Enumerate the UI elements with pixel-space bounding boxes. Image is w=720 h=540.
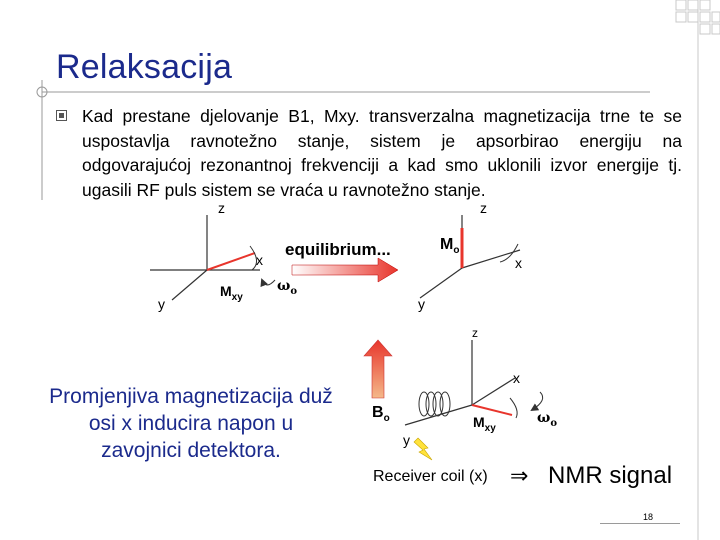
bottom-y-label: y [403,432,410,448]
equilibrium-arrow [292,258,398,282]
caption-text: Promjenjiva magnetizacija duž osi x inducira napon u zavojnici detektora. [49,385,333,462]
bottom-z-label: z [472,326,478,340]
receiver-coil-label: Receiver coil (x) [373,468,488,485]
bottom-rotation-arrow [532,392,543,410]
right-z-label: z [480,200,487,216]
left-omega-label: $\omega_o$ [277,278,298,297]
left-mxy-label: $M_{xy}$ [220,283,243,303]
bo-label: $B_o$ [372,404,390,425]
right-axes [420,215,520,298]
bottom-mxy-label: $M_{xy}$ [473,414,496,434]
left-z-label: z [218,200,225,216]
bullet-text: Kad prestane djelovanje B1, Mxy. transverzalna magnetizacija trne te se uspostavlja ravnotežno stanje, sistem je apsorbirao energiju na odgovarajućoj rezonantnoj frekvenciji a kad smo uklonili izvor energije tj. ugasili RF puls sistem se vraća u ravnotežno stanje. [82,106,682,200]
left-x-label: x [256,252,263,268]
bottom-x-label: x [513,370,520,386]
nmr-signal-label: NMR signal [548,462,673,489]
left-mxy-vector [207,253,255,270]
lightning-icon [414,438,432,460]
left-rotation-arrow [262,280,275,285]
equilibrium-label: equilibrium... [285,240,391,259]
implies-arrow-icon: ⇒ [510,464,529,489]
page-number: 18 [643,512,654,522]
right-y-label: y [418,296,425,312]
slide-title: Relaksacija [56,48,233,86]
bottom-omega-label: $\omega_o$ [537,410,558,429]
right-mo-label: $M_o$ [440,236,460,257]
bo-field-arrow [364,340,392,398]
footer-divider [600,523,680,524]
right-x-label: x [515,255,522,271]
left-y-label: y [158,296,165,312]
